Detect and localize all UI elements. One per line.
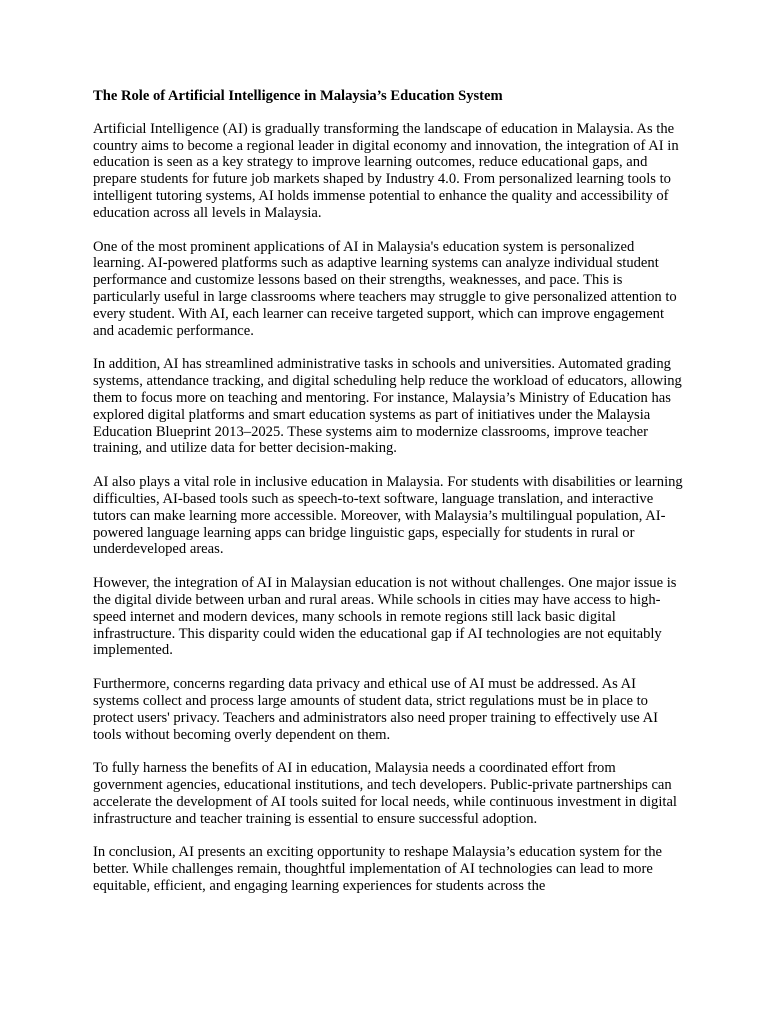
paragraph-introduction: Artificial Intelligence (AI) is gradually transforming the landscape of education in Malaysia. As the country aims to become a regional leader in digital economy and innovation, the integration of AI in education is seen as a key strategy to improve learning outcomes, reduce educational gaps, and prepare students for future job markets shaped by Industry 4.0. From personalized learning tools to intelligent tutoring systems, AI holds immense potential to enhance the quality and accessibility of education across all levels in Malaysia. [93, 120, 679, 221]
paragraph-conclusion: In conclusion, AI presents an exciting opportunity to reshape Malaysia’s education system for the better. While challenges remain, thoughtful implementation of AI technologies can lead to more equitable, efficient, and engaging learning experiences for students across the [93, 844, 663, 895]
paragraph-administrative-tasks: In addition, AI has streamlined administrative tasks in schools and universities. Automated grading systems, attendance tracking, and digital scheduling help reduce the workload of educators, allowing them to focus more on teaching and mentoring. For instance, Malaysia’s Ministry of Education has explored digital platforms and smart education systems as part of initiatives under the Malaysia Education Blueprint 2013–2025. These systems aim to modernize classrooms, improve teacher training, and utilize data for better decision-making. [93, 356, 682, 457]
paragraph-coordinated-effort: To fully harness the benefits of AI in education, Malaysia needs a coordinated effort from government agencies, educational institutions, and tech developers. Public-private partnerships can accelerate the development of AI tools suited for local needs, while continuous investment in digital infrastructure and teacher training is essential to ensure successful adoption. [93, 760, 677, 827]
document-body [93, 88, 683, 912]
paragraph-inclusive-education: AI also plays a vital role in inclusive education in Malaysia. For students with disabilities or learning difficulties, AI-based tools such as speech-to-text software, language translation, and interactive tutors can make learning more accessible. Moreover, with Malaysia’s multilingual population, AI-powered language learning apps can bridge linguistic gaps, especially for students in rural or underdeveloped areas. [93, 474, 683, 558]
paragraph-challenges: However, the integration of AI in Malaysian education is not without challenges. One major issue is the digital divide between urban and rural areas. While schools in cities may have access to high-speed internet and modern devices, many schools in remote regions still lack basic digital infrastructure. This disparity could widen the educational gap if AI technologies are not equitably implemented. [93, 575, 677, 659]
paragraph-data-privacy: Furthermore, concerns regarding data privacy and ethical use of AI must be addressed. As AI systems collect and process large amounts of student data, strict regulations must be in place to protect users' privacy. Teachers and administrators also need proper training to effectively use AI tools without becoming overly dependent on them. [93, 676, 659, 743]
document-title: The Role of Artificial Intelligence in Malaysia’s Education System [93, 88, 503, 104]
paragraph-personalized-learning: One of the most prominent applications of AI in Malaysia's education system is personalized learning. AI-powered platforms such as adaptive learning systems can analyze individual student performance and customize lessons based on their strengths, weaknesses, and pace. This is particularly useful in large classrooms where teachers may struggle to give personalized attention to every student. With AI, each learner can receive targeted support, which can improve engagement and academic performance. [93, 238, 677, 339]
